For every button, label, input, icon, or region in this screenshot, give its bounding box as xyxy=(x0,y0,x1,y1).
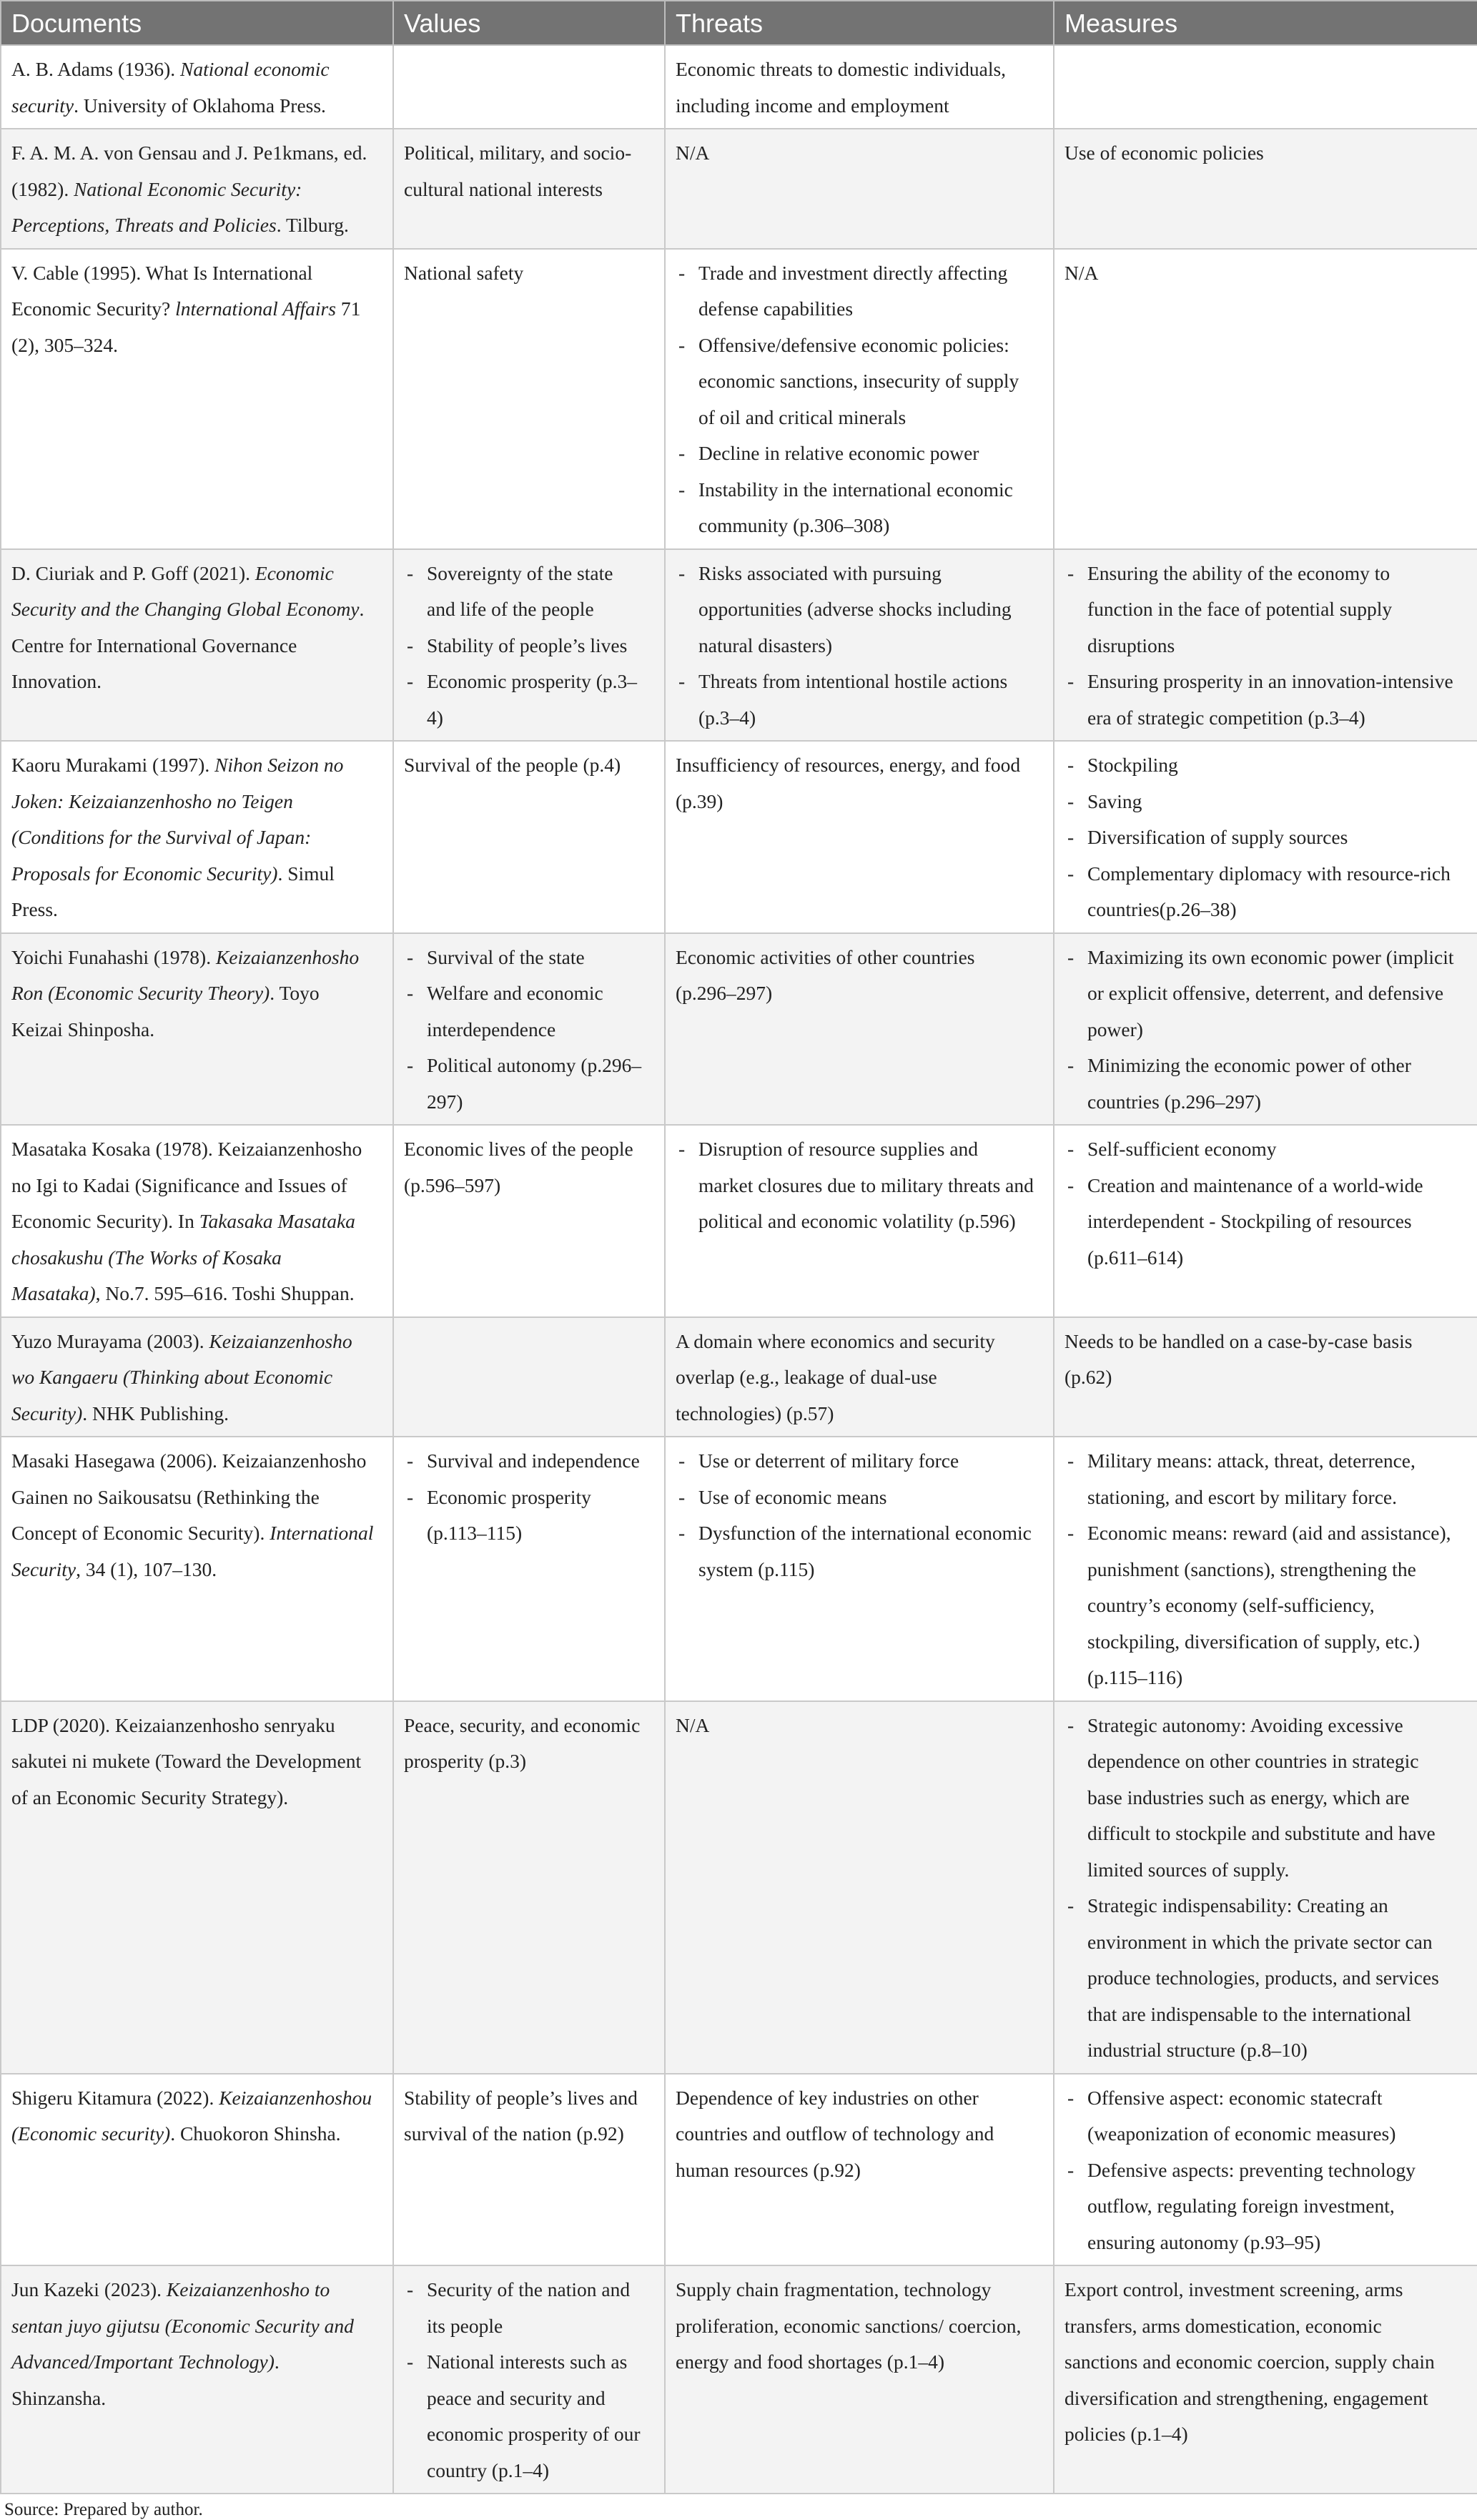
bullet-dash: - xyxy=(1067,1450,1075,1472)
values-list xyxy=(404,1443,646,1552)
list-item-text: Creation and maintenance of a world-wide interdependent - Stockpiling of resources (p.611–614) xyxy=(1087,1173,1423,1269)
cell-document xyxy=(1,933,393,1126)
threats-text: A domain where economics and security overlap (e.g., leakage of dual-use technologies) (p.57) xyxy=(676,1329,995,1424)
document-title-italic: National economic security xyxy=(11,58,330,117)
cell-threats xyxy=(665,45,1054,129)
list-item xyxy=(404,556,646,628)
header-measures: Measures xyxy=(1054,1,1477,45)
bullet-dash: - xyxy=(407,2351,414,2373)
list-item-text: Survival and independence xyxy=(427,1450,640,1472)
table-row xyxy=(1,1701,1477,2074)
cell-threats xyxy=(665,1125,1054,1317)
source-note: Source: Prepared by author. xyxy=(4,2500,203,2519)
document-text: Masataka Kosaka (1978). Keizaianzenhosho no Igi to Kadai (Significance and Issues of Economic Security). In xyxy=(11,1138,362,1232)
bullet-dash: - xyxy=(678,333,686,356)
list-item xyxy=(404,1443,646,1480)
document-text: Jun Kazeki (2023). xyxy=(11,2278,167,2300)
measures-text: N/A xyxy=(1064,261,1099,284)
list-item-text: Use of economic means xyxy=(698,1485,887,1508)
cell-threats xyxy=(665,2074,1054,2266)
cell-measures xyxy=(1054,1317,1477,1437)
bullet-dash: - xyxy=(1067,561,1075,584)
values-text: National safety xyxy=(404,261,524,284)
document-title-italic: Keizaianzenhosho Ron (Economic Security Theory) xyxy=(11,945,360,1004)
list-item-text: Minimizing the economic power of other countries (p.296–297) xyxy=(1087,1054,1411,1113)
threats-text: N/A xyxy=(676,1713,710,1736)
table-row xyxy=(1,2074,1477,2266)
cell-document xyxy=(1,45,393,129)
list-item-text: Use or deterrent of military force xyxy=(698,1450,959,1472)
bullet-dash: - xyxy=(1067,1173,1075,1196)
table-row xyxy=(1,129,1477,249)
threats-list xyxy=(676,1443,1034,1588)
list-item xyxy=(1064,556,1458,664)
table-row xyxy=(1,1317,1477,1437)
cell-threats xyxy=(665,1701,1054,2074)
bullet-dash: - xyxy=(407,670,414,692)
bullet-dash: - xyxy=(407,634,414,656)
list-item xyxy=(404,2272,646,2344)
cell-measures xyxy=(1054,741,1477,933)
bullet-dash: - xyxy=(1067,1522,1075,1544)
cell-measures xyxy=(1054,549,1477,742)
cell-document xyxy=(1,129,393,249)
threats-text: Economic threats to domestic individuals, including income and employment xyxy=(676,58,1007,117)
list-item xyxy=(676,1480,1034,1516)
bullet-dash: - xyxy=(1067,1894,1075,1916)
bullet-dash: - xyxy=(407,1054,414,1076)
bullet-dash: - xyxy=(1067,1138,1075,1160)
threats-text: Economic activities of other countries (p.296–297) xyxy=(676,945,975,1004)
list-item xyxy=(676,664,1034,736)
list-item-text: Ensuring the ability of the economy to function in the face of potential supply disruptions xyxy=(1087,561,1393,656)
document-text: . Shinzansha. xyxy=(11,2351,280,2409)
cell-document xyxy=(1,1701,393,2074)
list-item-text: Military means: attack, threat, deterrence, stationing, and escort by military force. xyxy=(1087,1450,1416,1508)
bullet-dash: - xyxy=(1067,2158,1075,2181)
list-item xyxy=(404,1048,646,1120)
list-item-text: Economic means: reward (aid and assistance), punishment (sanctions), strengthening the country’s economy (self-sufficiency, stockpiling, diversification of supply, etc.) (p.115–116) xyxy=(1087,1522,1451,1688)
bullet-dash: - xyxy=(1067,754,1075,776)
cell-document xyxy=(1,1317,393,1437)
bullet-dash: - xyxy=(678,1485,686,1508)
list-item-text: Sovereignty of the state and life of the people xyxy=(427,561,613,620)
document-text: . Tilburg. xyxy=(276,214,349,236)
cell-values xyxy=(393,741,665,933)
list-item xyxy=(1064,1515,1458,1696)
table-row xyxy=(1,933,1477,1126)
cell-values xyxy=(393,933,665,1126)
bullet-dash: - xyxy=(678,561,686,584)
threats-text: N/A xyxy=(676,142,710,164)
table-row xyxy=(1,1125,1477,1317)
list-item xyxy=(676,435,1034,472)
document-text: A. B. Adams (1936). xyxy=(11,58,181,80)
measures-text: Use of economic policies xyxy=(1064,142,1264,164)
list-item-text: Maximizing its own economic power (implicit or explicit offensive, deterrent, and defensive power) xyxy=(1087,945,1454,1040)
document-title-italic: Keizaianzenhosho wo Kangaeru (Thinking about Economic Security) xyxy=(11,1329,352,1424)
bullet-dash: - xyxy=(678,1522,686,1544)
document-text: . Chuokoron Shinsha. xyxy=(170,2122,341,2145)
cell-measures xyxy=(1054,2265,1477,2494)
table-row xyxy=(1,549,1477,742)
header-row xyxy=(1,1,1477,45)
cell-document xyxy=(1,741,393,933)
bullet-dash: - xyxy=(678,670,686,692)
document-text: . NHK Publishing. xyxy=(82,1402,229,1424)
list-item xyxy=(676,255,1034,328)
list-item xyxy=(1064,784,1458,820)
list-item-text: Political autonomy (p.296–297) xyxy=(427,1054,642,1113)
bullet-dash: - xyxy=(1067,789,1075,812)
document-text: , No.7. 595–616. Toshi Shuppan. xyxy=(95,1282,355,1304)
list-item-text: Economic prosperity (p.113–115) xyxy=(427,1485,591,1544)
values-text: Political, military, and socio-cultural national interests xyxy=(404,142,632,200)
list-item-text: Defensive aspects: preventing technology outflow, regulating foreign investment, ensuring autonomy (p.93–95) xyxy=(1087,2158,1416,2253)
cell-document xyxy=(1,249,393,549)
document-title-italic: Keizaianzenhoshou (Economic security) xyxy=(11,2086,372,2145)
bullet-dash: - xyxy=(1067,862,1075,885)
values-list xyxy=(404,556,646,737)
list-item-text: Diversification of supply sources xyxy=(1087,826,1348,848)
list-item xyxy=(404,664,646,736)
cell-values xyxy=(393,1125,665,1317)
list-item xyxy=(676,1131,1034,1240)
table-body xyxy=(1,45,1477,2494)
table-header xyxy=(1,1,1477,45)
header-documents: Documents xyxy=(1,1,393,45)
document-title-italic: National Economic Security: Perceptions, Threats and Policies xyxy=(11,177,302,236)
list-item xyxy=(404,1480,646,1552)
list-item-text: Offensive/defensive economic policies: economic sanctions, insecurity of supply of oil and critical minerals xyxy=(698,333,1019,428)
cell-document xyxy=(1,2074,393,2266)
list-item xyxy=(1064,1443,1458,1515)
list-item xyxy=(1064,1888,1458,2069)
measures-list xyxy=(1064,1443,1458,1696)
bullet-dash: - xyxy=(407,1450,414,1472)
cell-values xyxy=(393,1701,665,2074)
list-item xyxy=(1064,820,1458,856)
list-item-text: Strategic autonomy: Avoiding excessive dependence on other countries in strategic base industries such as energy, which are difficult to stockpile and substitute and have limited sources of supply. xyxy=(1087,1713,1436,1881)
document-text: Yuzo Murayama (2003). xyxy=(11,1329,209,1352)
document-text: V. Cable (1995). What Is International Economic Security? xyxy=(11,261,313,320)
measures-text: Export control, investment screening, arms transfers, arms domestication, economic sanctions and economic coercion, supply chain diversification and strengthening, engagement policies (p.1–4) xyxy=(1064,2278,1435,2445)
document-title-italic: Keizaianzenhosho to sentan juyo gijutsu (Economic Security and Advanced/Important Technology) xyxy=(11,2278,354,2373)
document-text: Masaki Hasegawa (2006). Keizaianzenhosho Gainen no Saikousatsu (Rethinking the Concept of Economic Security). xyxy=(11,1450,367,1544)
values-list xyxy=(404,940,646,1121)
list-item-text: Security of the nation and its people xyxy=(427,2278,631,2337)
list-item-text: Disruption of resource supplies and market closures due to military threats and political and economic volatility (p.596) xyxy=(698,1138,1034,1232)
header-threats: Threats xyxy=(665,1,1054,45)
list-item-text: Ensuring prosperity in an innovation-intensive era of strategic competition (p.3–4) xyxy=(1087,670,1453,729)
cell-values xyxy=(393,1317,665,1437)
list-item-text: Instability in the international economic community (p.306–308) xyxy=(698,478,1013,536)
document-text: . Simul Press. xyxy=(11,862,335,920)
bullet-dash: - xyxy=(407,945,414,968)
threats-list xyxy=(676,1131,1034,1240)
document-text: . Centre for International Governance Innovation. xyxy=(11,598,365,692)
document-text: Shigeru Kitamura (2022). xyxy=(11,2086,219,2109)
cell-measures xyxy=(1054,1437,1477,1701)
list-item xyxy=(1064,1048,1458,1120)
document-text: D. Ciuriak and P. Goff (2021). xyxy=(11,561,255,584)
list-item xyxy=(404,628,646,664)
list-item-text: Decline in relative economic power xyxy=(698,442,979,464)
cell-document xyxy=(1,549,393,742)
document-text: F. A. M. A. von Gensau and J. Pe1kmans, ed. (1982). xyxy=(11,142,367,200)
bullet-dash: - xyxy=(1067,670,1075,692)
list-item-text: Economic prosperity (p.3–4) xyxy=(427,670,638,729)
cell-threats xyxy=(665,741,1054,933)
list-item-text: Threats from intentional hostile actions (p.3–4) xyxy=(698,670,1008,729)
values-text: Economic lives of the people (p.596–597) xyxy=(404,1138,633,1196)
list-item-text: Welfare and economic interdependence xyxy=(427,982,603,1040)
threats-text: Insufficiency of resources, energy, and food (p.39) xyxy=(676,754,1021,812)
list-item-text: Strategic indispensability: Creating an environment in which the private sector can produce technologies, products, and services that are indispensable to the international industrial structure (p.8–10) xyxy=(1087,1894,1439,2061)
table-row xyxy=(1,249,1477,549)
measures-list xyxy=(1064,1708,1458,2069)
list-item-text: Dysfunction of the international economic system (p.115) xyxy=(698,1522,1032,1580)
bullet-dash: - xyxy=(407,982,414,1004)
document-title-italic: International Security xyxy=(11,1522,374,1580)
list-item xyxy=(676,1443,1034,1480)
bullet-dash: - xyxy=(678,442,686,464)
list-item xyxy=(1064,1168,1458,1276)
document-text: , 34 (1), 107–130. xyxy=(76,1557,217,1580)
list-item xyxy=(1064,856,1458,928)
list-item xyxy=(1064,2152,1458,2261)
cell-values xyxy=(393,549,665,742)
cell-values xyxy=(393,129,665,249)
table-row xyxy=(1,2265,1477,2494)
cell-measures xyxy=(1054,1701,1477,2074)
list-item xyxy=(1064,747,1458,784)
list-item xyxy=(676,328,1034,436)
bullet-dash: - xyxy=(1067,1713,1075,1736)
cell-threats xyxy=(665,129,1054,249)
table-row xyxy=(1,45,1477,129)
list-item-text: Stability of people’s lives xyxy=(427,634,628,656)
list-item xyxy=(676,556,1034,664)
bullet-dash: - xyxy=(1067,945,1075,968)
threats-list xyxy=(676,255,1034,544)
list-item-text: National interests such as peace and security and economic prosperity of our country (p.1–4) xyxy=(427,2351,641,2481)
document-text: . Toyo Keizai Shinposha. xyxy=(11,982,320,1040)
document-text: . University of Oklahoma Press. xyxy=(74,94,326,117)
list-item xyxy=(1064,940,1458,1048)
cell-values xyxy=(393,45,665,129)
cell-threats xyxy=(665,2265,1054,2494)
list-item-text: Saving xyxy=(1087,789,1142,812)
threats-text: Dependence of key industries on other countries and outflow of technology and human resources (p.92) xyxy=(676,2086,994,2181)
cell-measures xyxy=(1054,933,1477,1126)
measures-list xyxy=(1064,1131,1458,1276)
list-item xyxy=(1064,1131,1458,1168)
cell-threats xyxy=(665,1437,1054,1701)
list-item-text: Self-sufficient economy xyxy=(1087,1138,1277,1160)
list-item-text: Trade and investment directly affecting defense capabilities xyxy=(698,261,1008,320)
list-item-text: Complementary diplomacy with resource-rich countries(p.26–38) xyxy=(1087,862,1451,920)
cell-measures xyxy=(1054,2074,1477,2266)
bullet-dash: - xyxy=(678,261,686,284)
cell-threats xyxy=(665,1317,1054,1437)
list-item xyxy=(1064,2080,1458,2152)
document-text: LDP (2020). Keizaianzenhosho senryaku sakutei ni mukete (Toward the Development of an Economic Security Strategy). xyxy=(11,1713,362,1808)
cell-measures xyxy=(1054,45,1477,129)
list-item xyxy=(1064,1708,1458,1889)
bullet-dash: - xyxy=(1067,2086,1075,2109)
cell-threats xyxy=(665,933,1054,1126)
measures-list xyxy=(1064,2080,1458,2261)
bullet-dash: - xyxy=(1067,826,1075,848)
cell-values xyxy=(393,2265,665,2494)
bullet-dash: - xyxy=(407,2278,414,2300)
document-title-italic: Takasaka Masataka chosakushu (The Works of Kosaka Masataka) xyxy=(11,1210,355,1304)
measures-list xyxy=(1064,556,1458,737)
measures-text: Needs to be handled on a case-by-case basis (p.62) xyxy=(1064,1329,1413,1388)
document-text: 71 (2), 305–324. xyxy=(11,297,361,356)
cell-measures xyxy=(1054,249,1477,549)
bullet-dash: - xyxy=(678,1138,686,1160)
table-row xyxy=(1,741,1477,933)
document-text: Yoichi Funahashi (1978). xyxy=(11,945,216,968)
list-item-text: Stockpiling xyxy=(1087,754,1178,776)
measures-list xyxy=(1064,940,1458,1121)
threats-text: Supply chain fragmentation, technology proliferation, economic sanctions/ coercion, energy and food shortages (p.1–4) xyxy=(676,2278,1022,2373)
header-values: Values xyxy=(393,1,665,45)
cell-document xyxy=(1,2265,393,2494)
table-row xyxy=(1,1437,1477,1701)
cell-threats xyxy=(665,249,1054,549)
bullet-dash: - xyxy=(678,1450,686,1472)
cell-measures xyxy=(1054,129,1477,249)
cell-threats xyxy=(665,549,1054,742)
list-item-text: Risks associated with pursuing opportunities (adverse shocks including natural disasters) xyxy=(698,561,1012,656)
document-title-italic: Nihon Seizon no Joken: Keizaianzenhosho no Teigen (Conditions for the Survival of Japan: Proposals for Economic Security) xyxy=(11,754,344,885)
document-title-italic: lnternational Affairs xyxy=(175,297,336,320)
cell-document xyxy=(1,1437,393,1701)
list-item xyxy=(404,2344,646,2489)
document-text: Kaoru Murakami (1997). xyxy=(11,754,215,776)
cell-values xyxy=(393,249,665,549)
cell-measures xyxy=(1054,1125,1477,1317)
bullet-dash: - xyxy=(678,478,686,501)
values-list xyxy=(404,2272,646,2489)
values-text: Stability of people’s lives and survival of the nation (p.92) xyxy=(404,2086,638,2145)
list-item-text: Survival of the state xyxy=(427,945,585,968)
measures-list xyxy=(1064,747,1458,928)
cell-values xyxy=(393,1437,665,1701)
cell-values xyxy=(393,2074,665,2266)
bullet-dash: - xyxy=(1067,1054,1075,1076)
list-item xyxy=(676,472,1034,544)
list-item xyxy=(676,1515,1034,1588)
threats-list xyxy=(676,556,1034,737)
values-text: Survival of the people (p.4) xyxy=(404,754,621,776)
list-item xyxy=(404,940,646,976)
list-item xyxy=(404,975,646,1048)
document-title-italic: Economic Security and the Changing Global Economy xyxy=(11,561,360,620)
list-item xyxy=(1064,664,1458,736)
cell-document xyxy=(1,1125,393,1317)
list-item-text: Offensive aspect: economic statecraft (weaponization of economic measures) xyxy=(1087,2086,1396,2145)
bullet-dash: - xyxy=(407,561,414,584)
bullet-dash: - xyxy=(407,1485,414,1508)
values-text: Peace, security, and economic prosperity (p.3) xyxy=(404,1713,641,1772)
